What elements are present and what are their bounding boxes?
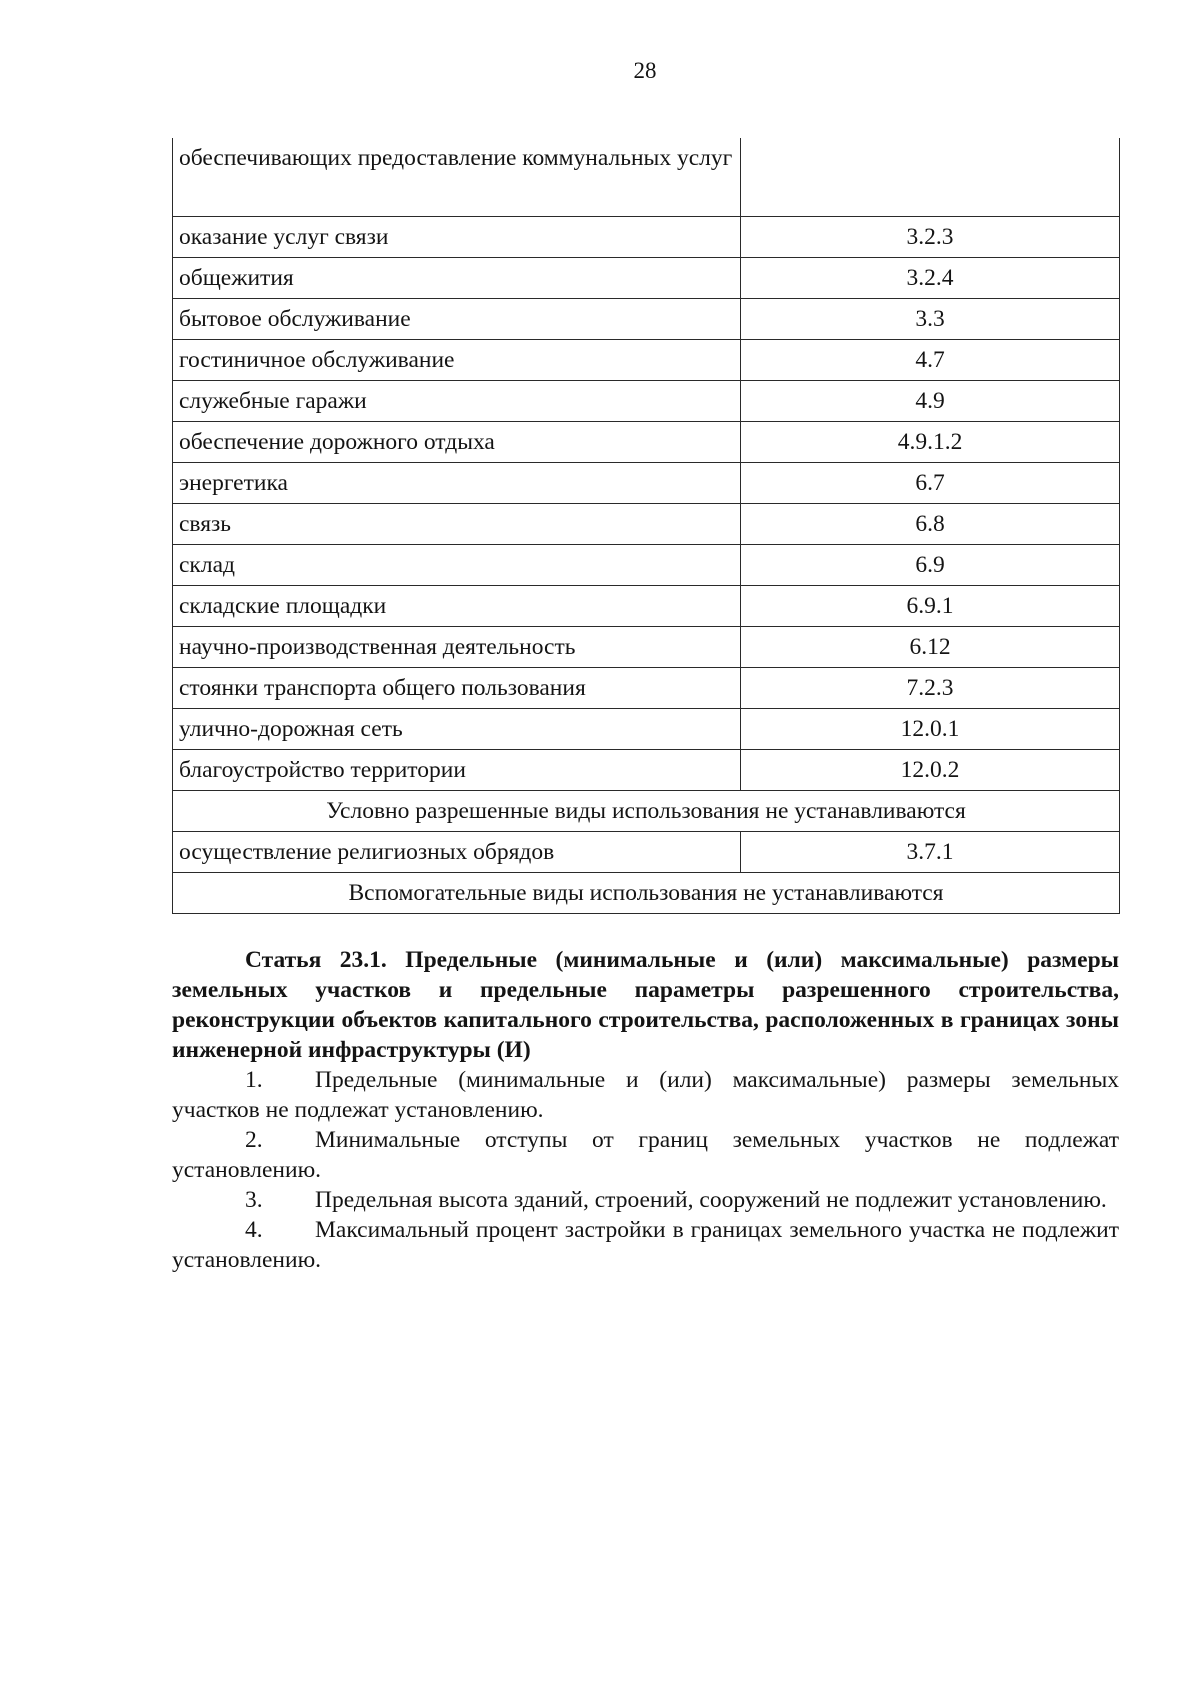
table-row bbox=[173, 791, 1120, 832]
use-code-cell: 6.9 bbox=[741, 545, 1120, 586]
table-row bbox=[173, 586, 1120, 627]
table-row bbox=[173, 340, 1120, 381]
article-item bbox=[172, 1215, 1119, 1275]
use-name-cell: благоустройство территории bbox=[173, 750, 741, 791]
table-row bbox=[173, 258, 1120, 299]
article-items bbox=[172, 1065, 1119, 1275]
table-row bbox=[173, 545, 1120, 586]
table-row bbox=[173, 668, 1120, 709]
use-code-cell: 3.2.4 bbox=[741, 258, 1120, 299]
use-name-cell: бытовое обслуживание bbox=[173, 299, 741, 340]
use-code-cell: 12.0.2 bbox=[741, 750, 1120, 791]
section-note-cell: Вспомогательные виды использования не устанавливаются bbox=[173, 873, 1120, 914]
article-item-number: 2. bbox=[245, 1127, 263, 1153]
use-code-cell: 6.7 bbox=[741, 463, 1120, 504]
table-row bbox=[173, 381, 1120, 422]
table-row bbox=[173, 463, 1120, 504]
table-row bbox=[173, 873, 1120, 914]
article-item-number: 3. bbox=[245, 1187, 263, 1213]
article-item-text: Предельная высота зданий, строений, сооружений не подлежит установлению. bbox=[315, 1187, 1107, 1213]
table-row bbox=[173, 299, 1120, 340]
article-item bbox=[172, 1185, 1119, 1215]
use-name-cell: склад bbox=[173, 545, 741, 586]
article-item-text: Максимальный процент застройки в границах земельного участка не подлежит установлению. bbox=[172, 1217, 1119, 1273]
table-row bbox=[173, 832, 1120, 873]
use-name-cell: осуществление религиозных обрядов bbox=[173, 832, 741, 873]
table-row bbox=[173, 504, 1120, 545]
page-number: 28 bbox=[633, 58, 657, 83]
use-code-cell: 7.2.3 bbox=[741, 668, 1120, 709]
use-code-cell bbox=[741, 138, 1120, 217]
use-code-cell: 6.8 bbox=[741, 504, 1120, 545]
use-code-cell: 6.9.1 bbox=[741, 586, 1120, 627]
article-item bbox=[172, 1065, 1119, 1125]
use-code-cell: 6.12 bbox=[741, 627, 1120, 668]
table-row bbox=[173, 750, 1120, 791]
use-code-cell: 4.9 bbox=[741, 381, 1120, 422]
article-item-text: Минимальные отступы от границ земельных участков не подлежат установлению. bbox=[172, 1127, 1119, 1183]
use-name-cell: гостиничное обслуживание bbox=[173, 340, 741, 381]
table-body bbox=[173, 138, 1120, 914]
article-item-number: 1. bbox=[245, 1067, 263, 1093]
use-name-cell: общежития bbox=[173, 258, 741, 299]
use-name-cell: оказание услуг связи bbox=[173, 217, 741, 258]
use-name-cell: энергетика bbox=[173, 463, 741, 504]
use-code-cell: 3.2.3 bbox=[741, 217, 1120, 258]
section-note-cell: Условно разрешенные виды использования не устанавливаются bbox=[173, 791, 1120, 832]
table-row bbox=[173, 217, 1120, 258]
use-name-cell: стоянки транспорта общего пользования bbox=[173, 668, 741, 709]
use-name-cell: улично-дорожная сеть bbox=[173, 709, 741, 750]
land-use-table bbox=[172, 138, 1120, 914]
use-code-cell: 3.3 bbox=[741, 299, 1120, 340]
use-name-cell: научно-производственная деятельность bbox=[173, 627, 741, 668]
article-title: Статья 23.1. Предельные (минимальные и (или) максимальные) размеры земельных участков и предельные параметры разрешенного строительства, реконструкции объектов капитального строительства, расположенных в границах зоны инженерной инфраструктуры (И) bbox=[172, 947, 1119, 1063]
use-code-cell: 12.0.1 bbox=[741, 709, 1120, 750]
article-item-text: Предельные (минимальные и (или) максимальные) размеры земельных участков не подлежат установлению. bbox=[172, 1067, 1119, 1123]
article-item-number: 4. bbox=[245, 1217, 263, 1243]
use-name-cell: обеспечивающих предоставление коммунальных услуг bbox=[173, 138, 741, 217]
table-row bbox=[173, 138, 1120, 217]
use-code-cell: 3.7.1 bbox=[741, 832, 1120, 873]
use-name-cell: связь bbox=[173, 504, 741, 545]
article-item bbox=[172, 1125, 1119, 1185]
use-code-cell: 4.7 bbox=[741, 340, 1120, 381]
use-name-cell: служебные гаражи bbox=[173, 381, 741, 422]
table-row bbox=[173, 709, 1120, 750]
table-row bbox=[173, 422, 1120, 463]
use-name-cell: обеспечение дорожного отдыха bbox=[173, 422, 741, 463]
table-row bbox=[173, 627, 1120, 668]
use-code-cell: 4.9.1.2 bbox=[741, 422, 1120, 463]
article-section bbox=[172, 945, 1119, 1275]
use-name-cell: складские площадки bbox=[173, 586, 741, 627]
